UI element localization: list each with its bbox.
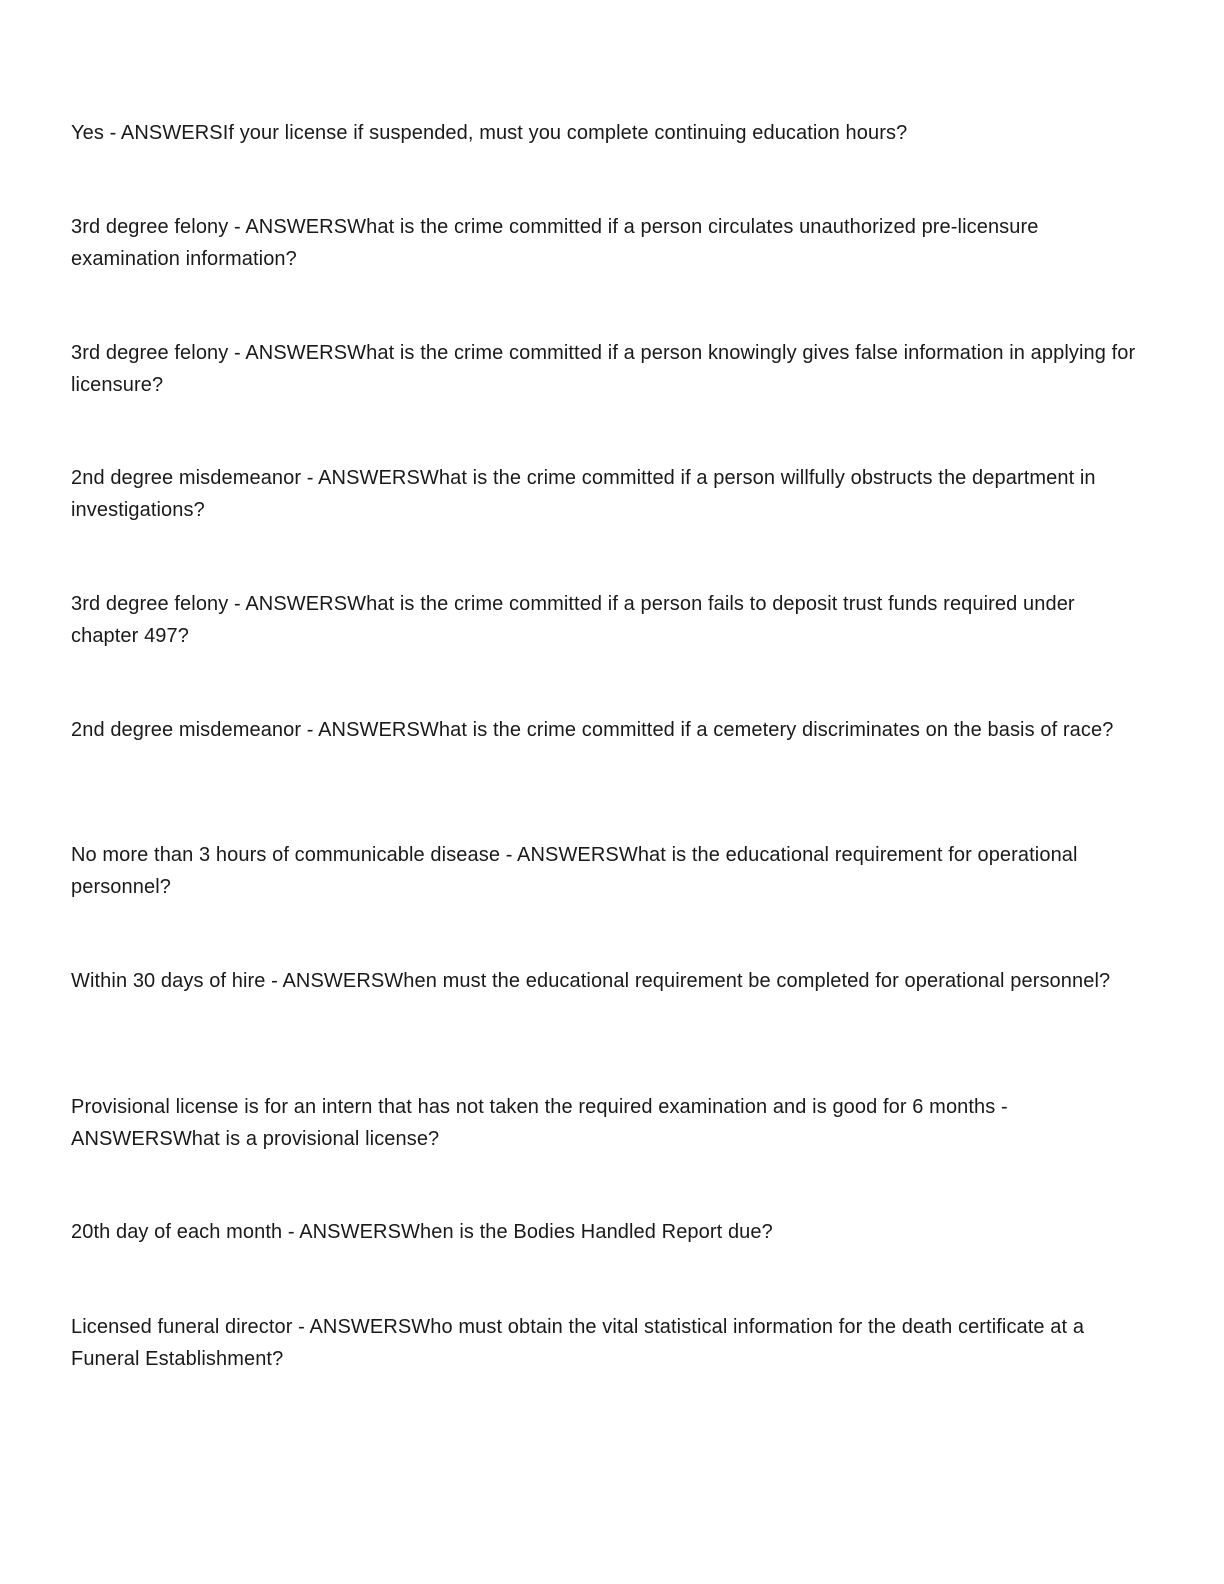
qa-entry: 3rd degree felony - ANSWERSWhat is the crime committed if a person fails to deposit trust funds required under chapter 497? [71,593,1075,647]
qa-entry: Yes - ANSWERSIf your license if suspended, must you complete continuing education hours? [71,122,908,144]
qa-entry: 2nd degree misdemeanor - ANSWERSWhat is the crime committed if a cemetery discriminates on the basis of race? [71,719,1114,741]
qa-entry: Within 30 days of hire - ANSWERSWhen must the educational requirement be completed for operational personnel? [71,970,1111,992]
qa-entry: 3rd degree felony - ANSWERSWhat is the crime committed if a person knowingly gives false information in applying for licensure? [71,342,1136,396]
qa-entry: Licensed funeral director - ANSWERSWho must obtain the vital statistical information for the death certificate at a Funeral Establishment? [71,1316,1085,1370]
qa-entry: 3rd degree felony - ANSWERSWhat is the crime committed if a person circulates unauthorized pre-licensure examination information? [71,216,1039,270]
qa-entry: Provisional license is for an intern that has not taken the required examination and is good for 6 months - ANSWERSWhat is a provisional license? [71,1096,1008,1150]
qa-entry: 20th day of each month - ANSWERSWhen is the Bodies Handled Report due? [71,1221,773,1243]
qa-entry: No more than 3 hours of communicable disease - ANSWERSWhat is the educational requirement for operational personnel? [71,844,1078,898]
qa-entry: 2nd degree misdemeanor - ANSWERSWhat is the crime committed if a person willfully obstructs the department in investigations? [71,467,1096,521]
